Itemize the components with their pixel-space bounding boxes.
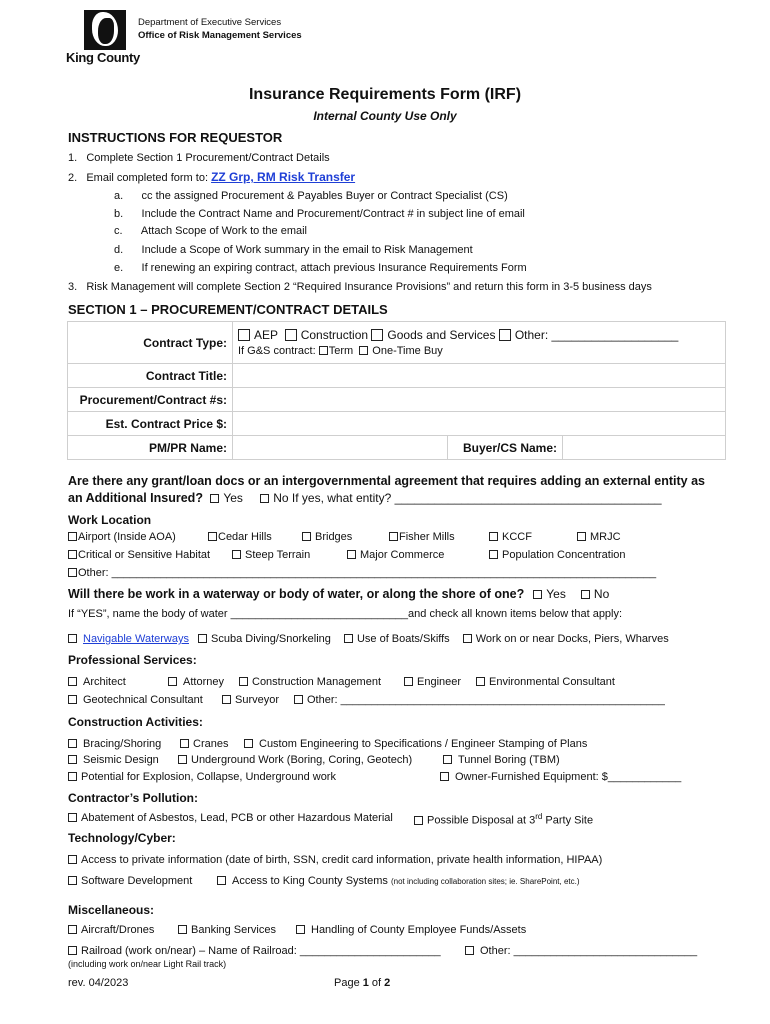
opt-other-location[interactable]: Other: _________________________________________________________________________________________ [68,567,656,579]
procurement-number-label: Procurement/Contract #s: [68,388,233,412]
instruction-2d: d. Include a Scope of Work summary in the email to Risk Management [114,244,473,256]
checkbox-grant-yes[interactable] [210,494,219,503]
checkbox-construction[interactable] [285,329,297,341]
gs-contract-label: If G&S contract: [238,345,319,357]
checkbox-other-type[interactable] [499,329,511,341]
checkbox-geotechnical[interactable] [68,695,77,704]
opt-custom-engineering[interactable]: Custom Engineering to Specifications / Engineer Stamping of Plans [244,738,587,750]
other-type-option[interactable]: Other: ___________________ [499,328,678,342]
checkbox-attorney[interactable] [168,677,177,686]
grant-question-line1: Are there any grant/loan docs or an intergovernmental agreement that requires adding an external entity as [68,474,705,488]
opt-fisher-mills[interactable]: Fisher Mills [389,531,455,543]
form-subtitle: Internal County Use Only [313,109,457,123]
checkbox-county-funds[interactable] [296,925,305,934]
buyer-name-field[interactable] [563,436,726,460]
instruction-2-text: 2. Email completed form to: [68,172,212,184]
checkbox-other-professional[interactable] [294,695,303,704]
work-location-heading: Work Location [68,513,152,527]
department-line: Department of Executive Services [138,17,282,28]
checkbox-waterway-yes[interactable] [533,590,542,599]
opt-architect[interactable]: Architect [68,676,126,688]
page-number: Page 1 of 2 [334,977,391,989]
opt-critical-habitat[interactable]: Critical or Sensitive Habitat [68,549,210,561]
waterway-options: Navigable Waterways Scuba Diving/Snorkeling Use of Boats/Skiffs Work on or near Docks, Piers, Wharves [68,633,669,645]
grant-no-label: No [273,491,289,505]
checkbox-custom-engineering[interactable] [244,739,253,748]
professional-services-heading: Professional Services: [68,653,197,667]
term-option[interactable]: Term [319,345,353,357]
opt-bridges[interactable]: Bridges [302,531,352,543]
opt-attorney[interactable]: Attorney [168,676,224,688]
waterway-question-text: Will there be work in a waterway or body of water, or along the shore of one? [68,587,525,601]
checkbox-abatement[interactable] [68,813,77,822]
grant-entity-field[interactable]: If yes, what entity? ________________________________________ [291,491,662,505]
opt-county-funds[interactable]: Handling of County Employee Funds/Assets [296,924,526,936]
king-county-logo [84,10,126,50]
checkbox-navigable[interactable] [68,634,77,643]
checkbox-mrjc[interactable] [577,532,586,541]
form-title: Insurance Requirements Form (IRF) [248,86,522,103]
pm-name-label: PM/PR Name: [68,436,233,460]
opt-other-misc[interactable]: Other: ______________________________ [465,945,697,957]
opt-county-systems[interactable]: Access to King County Systems (not including collaboration sites; ie. SharePoint, etc.) [217,875,580,887]
contract-title-field[interactable] [233,364,726,388]
checkbox-owner-furnished[interactable] [440,772,449,781]
checkbox-private-information[interactable] [68,855,77,864]
railroad-note: (including work on/near Light Rail track) [68,959,227,969]
pollution-heading: Contractor’s Pollution: [68,791,198,805]
checkbox-underground[interactable] [178,755,187,764]
checkbox-bracing[interactable] [68,739,77,748]
opt-bracing[interactable]: Bracing/Shoring [68,738,161,750]
checkbox-scuba[interactable] [198,634,207,643]
opt-seismic[interactable]: Seismic Design [68,754,159,766]
construction-activities-heading: Construction Activities: [68,715,203,729]
section1-heading: SECTION 1 – PROCUREMENT/CONTRACT DETAILS [68,302,388,317]
contract-price-field[interactable] [233,412,726,436]
opt-tunnel-boring[interactable]: Tunnel Boring (TBM) [443,754,560,766]
work-location-row1 [68,531,176,543]
checkbox-railroad[interactable] [68,946,77,955]
grant-yes-label: Yes [223,491,243,505]
goods-services-option[interactable]: Goods and Services [371,328,495,342]
instruction-2 [68,170,355,184]
navigable-waterways-link[interactable]: Navigable Waterways [83,633,189,645]
checkbox-airport[interactable] [68,532,77,541]
checkbox-bridges[interactable] [302,532,311,541]
opt-explosion[interactable]: Potential for Explosion, Collapse, Underground work [68,771,336,783]
opt-disposal[interactable]: Possible Disposal at 3rd Party Site [414,812,593,827]
checkbox-kccf[interactable] [489,532,498,541]
checkbox-other-misc[interactable] [465,946,474,955]
checkbox-county-systems[interactable] [217,876,226,885]
checkbox-boats[interactable] [344,634,353,643]
opt-engineer[interactable]: Engineer [404,676,461,688]
checkbox-disposal[interactable] [414,816,423,825]
contract-type-options [233,322,726,364]
instruction-2c: c. Attach Scope of Work to the email [114,225,307,237]
revision-date: rev. 04/2023 [68,977,129,989]
one-time-buy-option[interactable]: One-Time Buy [359,345,443,357]
checkbox-surveyor[interactable] [222,695,231,704]
opt-construction-management[interactable]: Construction Management [239,676,381,688]
checkbox-waterway-no[interactable] [581,590,590,599]
pm-name-field[interactable] [233,436,448,460]
opt-kccf[interactable]: KCCF [489,531,532,543]
opt-cedar-hills[interactable]: Cedar Hills [208,531,272,543]
buyer-name-label: Buyer/CS Name: [448,436,563,460]
checkbox-population-concentration[interactable] [489,550,498,559]
opt-population-concentration[interactable]: Population Concentration [489,549,626,561]
checkbox-seismic[interactable] [68,755,77,764]
checkbox-construction-management[interactable] [239,677,248,686]
opt-airport[interactable]: Airport (Inside AOA) [68,531,176,543]
checkbox-critical-habitat[interactable] [68,550,77,559]
checkbox-banking[interactable] [178,925,187,934]
miscellaneous-heading: Miscellaneous: [68,903,155,917]
checkbox-other-location[interactable] [68,568,77,577]
instruction-2a: a. cc the assigned Procurement & Payables Buyer or Contract Specialist (CS) [114,190,508,202]
procurement-number-field[interactable] [233,388,726,412]
contract-type-label: Contract Type: [68,322,233,364]
contract-title-label: Contract Title: [68,364,233,388]
checkbox-goods-services[interactable] [371,329,383,341]
checkbox-engineer[interactable] [404,677,413,686]
checkbox-software-development[interactable] [68,876,77,885]
opt-other-professional[interactable]: Other: _____________________________________________________ [294,694,665,706]
opt-mrjc[interactable]: MRJC [577,531,621,543]
checkbox-cranes[interactable] [180,739,189,748]
opt-private-information[interactable]: Access to private information (date of birth, SSN, credit card information, private health information, HIPAA) [68,854,602,866]
checkbox-tunnel-boring[interactable] [443,755,452,764]
opt-owner-furnished[interactable]: Owner-Furnished Equipment: $____________ [440,771,681,783]
instruction-2e: e. If renewing an expiring contract, attach previous Insurance Requirements Form [114,262,527,274]
technology-heading: Technology/Cyber: [68,831,176,845]
water-body-name-field[interactable]: If “YES”, name the body of water _____________________________and check all known items below that apply: [68,608,623,620]
opt-environmental-consultant[interactable]: Environmental Consultant [476,676,615,688]
checkbox-grant-no[interactable] [260,494,269,503]
construction-option[interactable]: Construction [285,328,368,342]
opt-software-development[interactable]: Software Development [68,875,192,887]
opt-geotechnical[interactable]: Geotechnical Consultant [68,694,203,706]
checkbox-aep[interactable] [238,329,250,341]
waterway-question: Will there be work in a waterway or body of water, or along the shore of one? Yes No [68,587,610,601]
logo-text: King County [66,50,140,65]
logo-portrait-shadow [98,18,114,44]
aep-option[interactable]: AEP [238,328,278,342]
instruction-2b: b. Include the Contract Name and Procurement/Contract # in subject line of email [114,208,525,220]
contract-details-table [67,321,726,460]
opt-cranes[interactable]: Cranes [180,738,228,750]
instructions-heading: INSTRUCTIONS FOR REQUESTOR [68,130,283,145]
opt-steep-terrain[interactable]: Steep Terrain [232,549,310,561]
checkbox-environmental-consultant[interactable] [476,677,485,686]
checkbox-term[interactable] [319,346,328,355]
contract-price-label: Est. Contract Price $: [68,412,233,436]
opt-surveyor[interactable]: Surveyor [222,694,279,706]
risk-transfer-email-link[interactable]: ZZ Grp, RM Risk Transfer [211,170,356,184]
opt-major-commerce[interactable]: Major Commerce [347,549,444,561]
opt-banking[interactable]: Banking Services [178,924,276,936]
instruction-1: 1. Complete Section 1 Procurement/Contract Details [68,152,330,164]
checkbox-explosion[interactable] [68,772,77,781]
checkbox-fisher-mills[interactable] [389,532,398,541]
opt-aircraft[interactable]: Aircraft/Drones [68,924,154,936]
grant-question-line2: an Additional Insured? Yes No If yes, what entity? ________________________________________ [68,491,662,505]
checkbox-aircraft[interactable] [68,925,77,934]
opt-railroad[interactable]: Railroad (work on/near) – Name of Railroad: _______________________ [68,945,441,957]
office-line: Office of Risk Management Services [138,30,302,41]
checkbox-steep-terrain[interactable] [232,550,241,559]
checkbox-one-time-buy[interactable] [359,346,368,355]
checkbox-major-commerce[interactable] [347,550,356,559]
checkbox-architect[interactable] [68,677,77,686]
instruction-3: 3. Risk Management will complete Section 2 “Required Insurance Provisions” and return this form in 3-5 business days [68,281,652,293]
opt-abatement[interactable]: Abatement of Asbestos, Lead, PCB or other Hazardous Material [68,812,393,824]
checkbox-docks[interactable] [463,634,472,643]
checkbox-cedar-hills[interactable] [208,532,217,541]
opt-underground[interactable]: Underground Work (Boring, Coring, Geotech) [178,754,412,766]
